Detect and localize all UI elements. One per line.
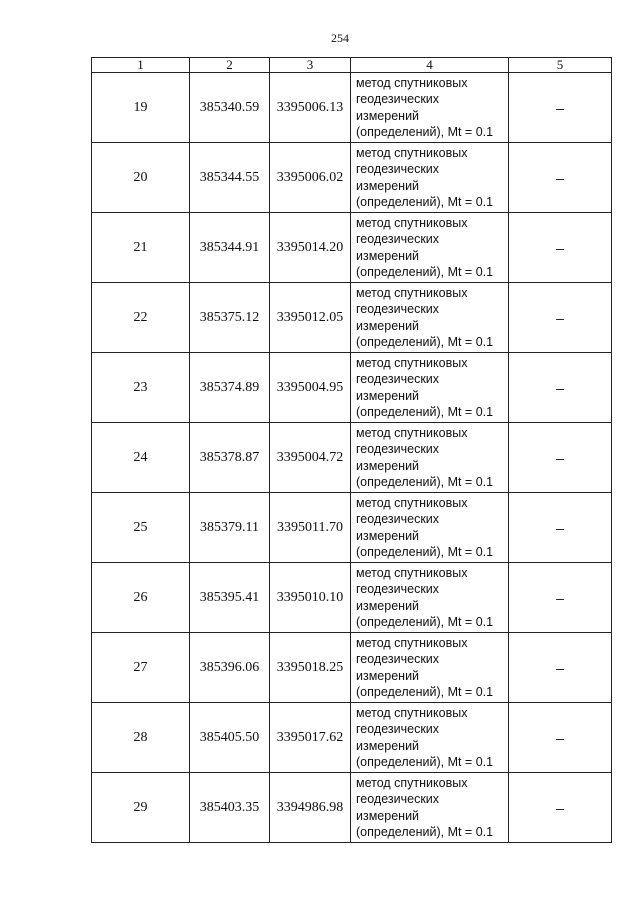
y-coordinate-cell: 3395012.05	[270, 283, 351, 353]
point-number-cell: 24	[92, 423, 190, 493]
note-cell: –	[509, 353, 612, 423]
method-text-line: (определений), Mt = 0.1	[356, 685, 494, 699]
y-coordinate-cell: 3395010.10	[270, 563, 351, 633]
x-coordinate-cell: 385378.87	[190, 423, 270, 493]
x-coordinate-cell: 385405.50	[190, 703, 270, 773]
method-text-line: геодезических	[356, 652, 440, 666]
note-cell: –	[509, 773, 612, 843]
header-cell-1: 1	[92, 58, 190, 73]
header-cell-4: 4	[351, 58, 509, 73]
note-cell: –	[509, 283, 612, 353]
method-text-line: измерений	[356, 388, 420, 403]
note-cell: –	[509, 143, 612, 213]
method-text-line: геодезических	[356, 442, 440, 456]
table-row	[92, 213, 612, 283]
point-number-cell: 29	[92, 773, 190, 843]
method-text-line: метод спутниковых	[356, 425, 468, 440]
method-cell	[351, 563, 509, 633]
table-row	[92, 773, 612, 843]
x-coordinate-cell: 385395.41	[190, 563, 270, 633]
y-coordinate-cell: 3394986.98	[270, 773, 351, 843]
method-text-line: метод спутниковых	[356, 495, 468, 510]
method-text-line: измерений	[356, 318, 420, 333]
method-cell	[351, 353, 509, 423]
note-cell: –	[509, 73, 612, 143]
method-text-line: геодезических	[356, 302, 440, 316]
method-text-line: измерений	[356, 458, 420, 473]
x-coordinate-cell: 385340.59	[190, 73, 270, 143]
y-coordinate-cell: 3395004.72	[270, 423, 351, 493]
method-text-line: измерений	[356, 108, 420, 123]
method-cell	[351, 633, 509, 703]
method-text-line: геодезических	[356, 372, 440, 386]
method-text-line: измерений	[356, 738, 420, 753]
x-coordinate-cell: 385374.89	[190, 353, 270, 423]
method-text-line: метод спутниковых	[356, 355, 468, 370]
y-coordinate-cell: 3395017.62	[270, 703, 351, 773]
page-number: 254	[331, 31, 349, 45]
y-coordinate-cell: 3395018.25	[270, 633, 351, 703]
method-cell	[351, 283, 509, 353]
table-row	[92, 143, 612, 213]
method-cell	[351, 703, 509, 773]
point-number-cell: 26	[92, 563, 190, 633]
y-coordinate-cell: 3395006.02	[270, 143, 351, 213]
x-coordinate-cell: 385379.11	[190, 493, 270, 563]
x-coordinate-cell: 385403.35	[190, 773, 270, 843]
y-coordinate-cell: 3395006.13	[270, 73, 351, 143]
header-cell-2: 2	[190, 58, 270, 73]
method-text-line: метод спутниковых	[356, 635, 468, 650]
note-cell: –	[509, 493, 612, 563]
point-number-cell: 25	[92, 493, 190, 563]
method-text-line: метод спутниковых	[356, 75, 468, 90]
table-row	[92, 423, 612, 493]
note-cell: –	[509, 563, 612, 633]
method-text-line: измерений	[356, 808, 420, 823]
method-text-line: метод спутниковых	[356, 775, 468, 790]
header-cell-5: 5	[509, 58, 612, 73]
method-text-line: геодезических	[356, 792, 440, 806]
y-coordinate-cell: 3395011.70	[270, 493, 351, 563]
method-cell	[351, 73, 509, 143]
table-row	[92, 283, 612, 353]
method-text-line: измерений	[356, 248, 420, 263]
method-text-line: (определений), Mt = 0.1	[356, 825, 494, 839]
table-row	[92, 703, 612, 773]
header-row	[92, 58, 612, 73]
method-text-line: метод спутниковых	[356, 705, 468, 720]
point-number-cell: 21	[92, 213, 190, 283]
method-text-line: (определений), Mt = 0.1	[356, 405, 494, 419]
method-text-line: (определений), Mt = 0.1	[356, 615, 494, 629]
method-cell	[351, 143, 509, 213]
coordinates-table	[91, 57, 612, 843]
y-coordinate-cell: 3395014.20	[270, 213, 351, 283]
method-text-line: геодезических	[356, 722, 440, 736]
point-number-cell: 28	[92, 703, 190, 773]
note-cell: –	[509, 703, 612, 773]
method-text-line: измерений	[356, 668, 420, 683]
point-number-cell: 23	[92, 353, 190, 423]
point-number-cell: 19	[92, 73, 190, 143]
table-row	[92, 633, 612, 703]
table-header	[92, 58, 612, 73]
table-row	[92, 73, 612, 143]
note-cell: –	[509, 213, 612, 283]
table-row	[92, 563, 612, 633]
method-text-line: (определений), Mt = 0.1	[356, 335, 494, 349]
method-text-line: измерений	[356, 598, 420, 613]
method-text-line: (определений), Mt = 0.1	[356, 195, 494, 209]
method-text-line: геодезических	[356, 92, 440, 106]
method-text-line: геодезических	[356, 512, 440, 526]
method-cell	[351, 423, 509, 493]
y-coordinate-cell: 3395004.95	[270, 353, 351, 423]
method-text-line: измерений	[356, 528, 420, 543]
method-text-line: геодезических	[356, 582, 440, 596]
table-body	[92, 73, 612, 843]
method-text-line: метод спутниковых	[356, 565, 468, 580]
x-coordinate-cell: 385344.55	[190, 143, 270, 213]
method-cell	[351, 213, 509, 283]
table-row	[92, 353, 612, 423]
x-coordinate-cell: 385375.12	[190, 283, 270, 353]
method-text-line: метод спутниковых	[356, 215, 468, 230]
point-number-cell: 20	[92, 143, 190, 213]
x-coordinate-cell: 385396.06	[190, 633, 270, 703]
note-cell: –	[509, 633, 612, 703]
method-text-line: (определений), Mt = 0.1	[356, 475, 494, 489]
table-row	[92, 493, 612, 563]
method-text-line: (определений), Mt = 0.1	[356, 125, 494, 139]
method-text-line: (определений), Mt = 0.1	[356, 755, 494, 769]
method-text-line: (определений), Mt = 0.1	[356, 545, 494, 559]
method-text-line: (определений), Mt = 0.1	[356, 265, 494, 279]
note-cell: –	[509, 423, 612, 493]
point-number-cell: 22	[92, 283, 190, 353]
method-text-line: измерений	[356, 178, 420, 193]
method-text-line: геодезических	[356, 162, 440, 176]
method-text-line: геодезических	[356, 232, 440, 246]
point-number-cell: 27	[92, 633, 190, 703]
method-cell	[351, 773, 509, 843]
x-coordinate-cell: 385344.91	[190, 213, 270, 283]
header-cell-3: 3	[270, 58, 351, 73]
method-cell	[351, 493, 509, 563]
method-text-line: метод спутниковых	[356, 145, 468, 160]
method-text-line: метод спутниковых	[356, 285, 468, 300]
